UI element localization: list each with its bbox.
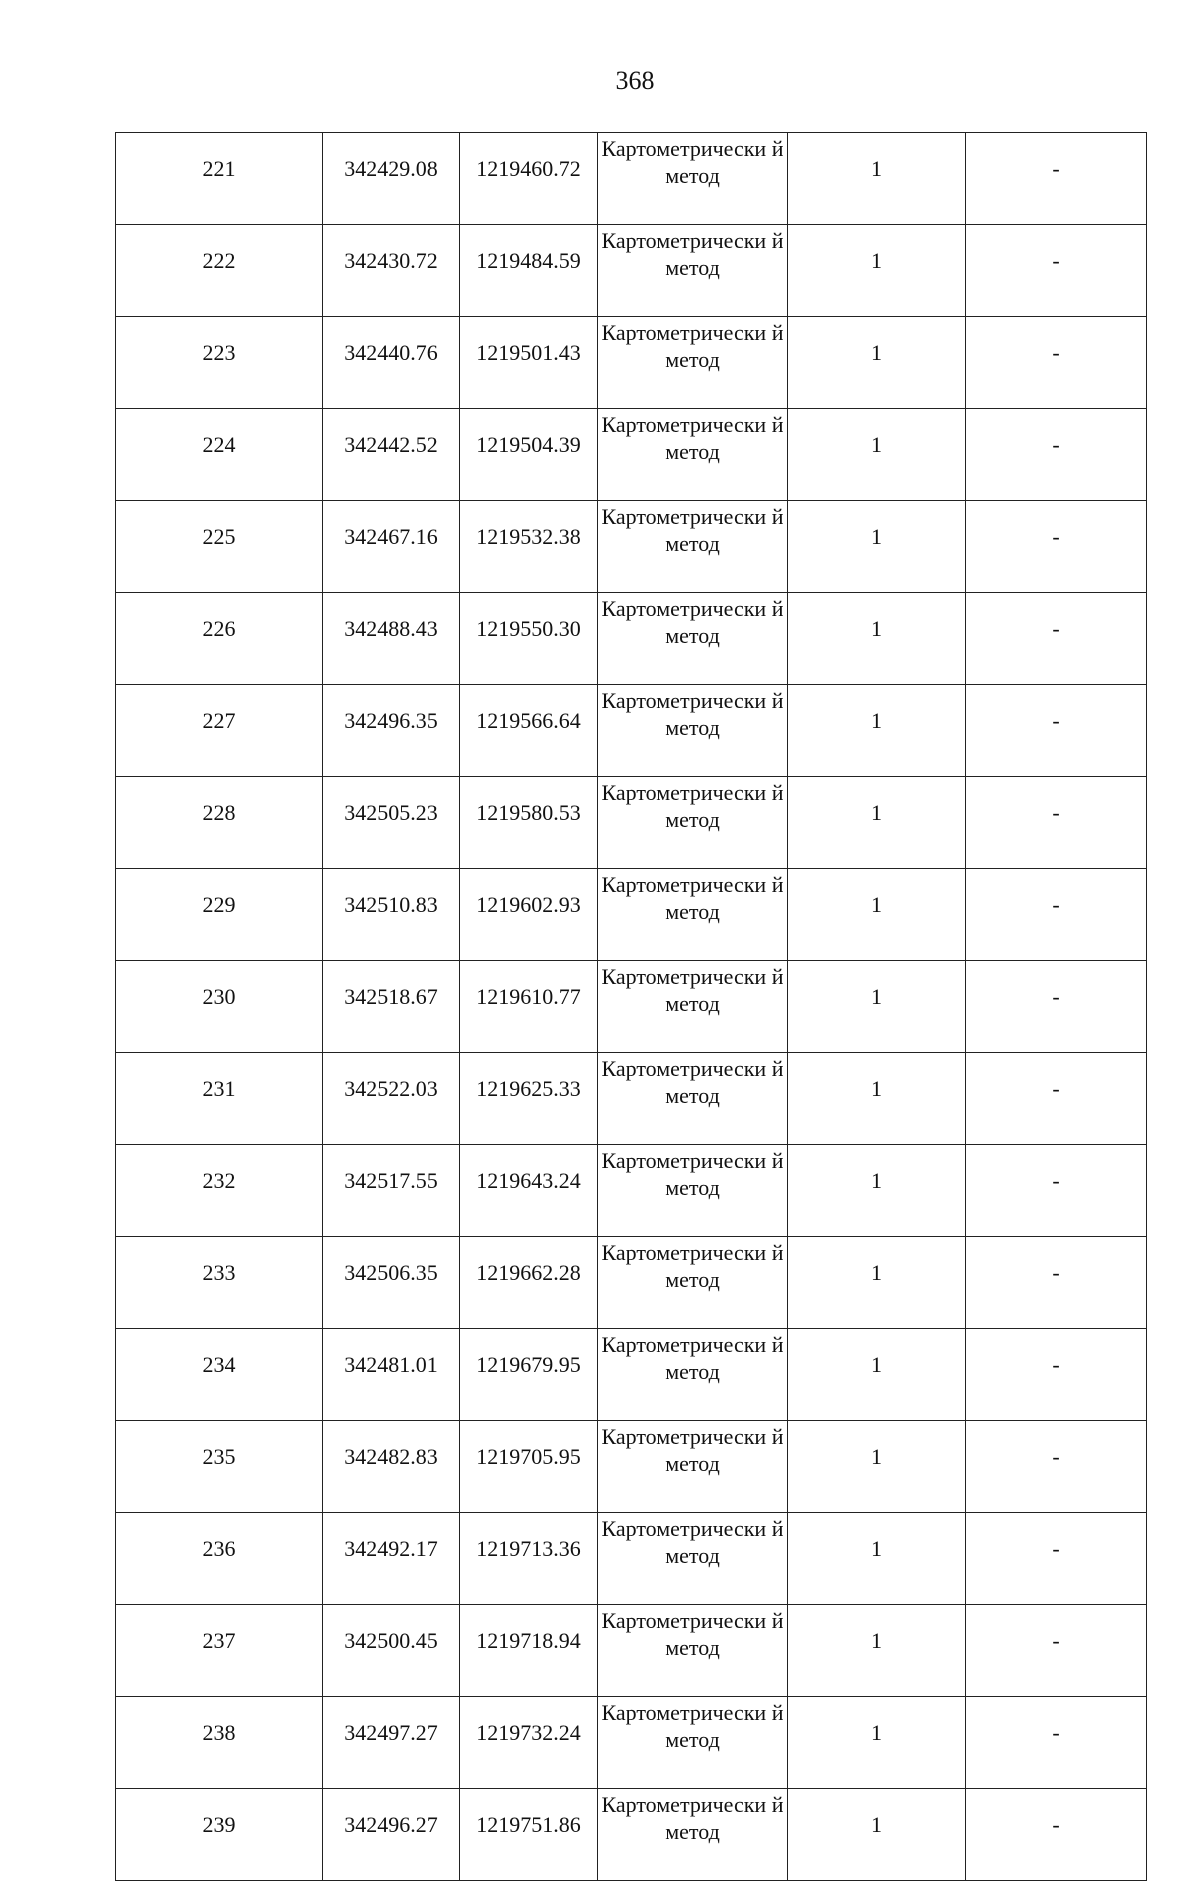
point-id-cell: 222: [116, 225, 323, 317]
method-cell: Картометрически й метод: [598, 1513, 788, 1605]
table-row: [116, 1329, 1147, 1421]
table-row: [116, 133, 1147, 225]
note-cell: -: [966, 409, 1147, 501]
x-coordinate-cell: 342496.35: [323, 685, 460, 777]
y-coordinate-cell: 1219625.33: [460, 1053, 598, 1145]
point-id-cell: 235: [116, 1421, 323, 1513]
point-id-cell: 233: [116, 1237, 323, 1329]
y-coordinate-cell: 1219484.59: [460, 225, 598, 317]
point-id-cell: 239: [116, 1789, 323, 1881]
x-coordinate-cell: 342510.83: [323, 869, 460, 961]
note-cell: -: [966, 133, 1147, 225]
method-cell: Картометрически й метод: [598, 317, 788, 409]
method-cell: Картометрически й метод: [598, 593, 788, 685]
y-coordinate-cell: 1219751.86: [460, 1789, 598, 1881]
accuracy-cell: 1: [788, 409, 966, 501]
table-row: [116, 1145, 1147, 1237]
y-coordinate-cell: 1219504.39: [460, 409, 598, 501]
y-coordinate-cell: 1219566.64: [460, 685, 598, 777]
x-coordinate-cell: 342492.17: [323, 1513, 460, 1605]
point-id-cell: 237: [116, 1605, 323, 1697]
point-id-cell: 231: [116, 1053, 323, 1145]
y-coordinate-cell: 1219580.53: [460, 777, 598, 869]
x-coordinate-cell: 342506.35: [323, 1237, 460, 1329]
accuracy-cell: 1: [788, 1237, 966, 1329]
x-coordinate-cell: 342517.55: [323, 1145, 460, 1237]
note-cell: -: [966, 1697, 1147, 1789]
method-cell: Картометрически й метод: [598, 685, 788, 777]
x-coordinate-cell: 342505.23: [323, 777, 460, 869]
coordinates-table-body: [116, 133, 1147, 1881]
accuracy-cell: 1: [788, 1145, 966, 1237]
accuracy-cell: 1: [788, 501, 966, 593]
method-cell: Картометрически й метод: [598, 133, 788, 225]
note-cell: -: [966, 869, 1147, 961]
accuracy-cell: 1: [788, 317, 966, 409]
x-coordinate-cell: 342497.27: [323, 1697, 460, 1789]
method-cell: Картометрически й метод: [598, 409, 788, 501]
x-coordinate-cell: 342430.72: [323, 225, 460, 317]
accuracy-cell: 1: [788, 1421, 966, 1513]
table-row: [116, 869, 1147, 961]
page-number: 368: [615, 66, 655, 95]
note-cell: -: [966, 225, 1147, 317]
note-cell: -: [966, 501, 1147, 593]
table-row: [116, 777, 1147, 869]
y-coordinate-cell: 1219643.24: [460, 1145, 598, 1237]
accuracy-cell: 1: [788, 1053, 966, 1145]
point-id-cell: 224: [116, 409, 323, 501]
y-coordinate-cell: 1219679.95: [460, 1329, 598, 1421]
point-id-cell: 238: [116, 1697, 323, 1789]
point-id-cell: 229: [116, 869, 323, 961]
accuracy-cell: 1: [788, 685, 966, 777]
table-row: [116, 685, 1147, 777]
y-coordinate-cell: 1219718.94: [460, 1605, 598, 1697]
y-coordinate-cell: 1219532.38: [460, 501, 598, 593]
table-row: [116, 501, 1147, 593]
accuracy-cell: 1: [788, 1513, 966, 1605]
note-cell: -: [966, 593, 1147, 685]
method-cell: Картометрически й метод: [598, 961, 788, 1053]
note-cell: -: [966, 1329, 1147, 1421]
accuracy-cell: 1: [788, 1697, 966, 1789]
method-cell: Картометрически й метод: [598, 1145, 788, 1237]
x-coordinate-cell: 342522.03: [323, 1053, 460, 1145]
note-cell: -: [966, 961, 1147, 1053]
x-coordinate-cell: 342482.83: [323, 1421, 460, 1513]
y-coordinate-cell: 1219602.93: [460, 869, 598, 961]
note-cell: -: [966, 1789, 1147, 1881]
accuracy-cell: 1: [788, 1605, 966, 1697]
table-row: [116, 1513, 1147, 1605]
table-row: [116, 1237, 1147, 1329]
accuracy-cell: 1: [788, 1329, 966, 1421]
point-id-cell: 228: [116, 777, 323, 869]
table-row: [116, 593, 1147, 685]
table-row: [116, 409, 1147, 501]
table-row: [116, 317, 1147, 409]
note-cell: -: [966, 777, 1147, 869]
accuracy-cell: 1: [788, 133, 966, 225]
note-cell: -: [966, 1145, 1147, 1237]
table-row: [116, 1053, 1147, 1145]
accuracy-cell: 1: [788, 593, 966, 685]
note-cell: -: [966, 1237, 1147, 1329]
method-cell: Картометрически й метод: [598, 1605, 788, 1697]
table-row: [116, 1789, 1147, 1881]
note-cell: -: [966, 1053, 1147, 1145]
x-coordinate-cell: 342500.45: [323, 1605, 460, 1697]
note-cell: -: [966, 1605, 1147, 1697]
point-id-cell: 232: [116, 1145, 323, 1237]
y-coordinate-cell: 1219501.43: [460, 317, 598, 409]
accuracy-cell: 1: [788, 1789, 966, 1881]
point-id-cell: 226: [116, 593, 323, 685]
method-cell: Картометрически й метод: [598, 1421, 788, 1513]
y-coordinate-cell: 1219705.95: [460, 1421, 598, 1513]
method-cell: Картометрически й метод: [598, 501, 788, 593]
point-id-cell: 236: [116, 1513, 323, 1605]
point-id-cell: 221: [116, 133, 323, 225]
note-cell: -: [966, 317, 1147, 409]
method-cell: Картометрически й метод: [598, 1789, 788, 1881]
table-row: [116, 961, 1147, 1053]
method-cell: Картометрически й метод: [598, 869, 788, 961]
note-cell: -: [966, 685, 1147, 777]
method-cell: Картометрически й метод: [598, 1053, 788, 1145]
x-coordinate-cell: 342440.76: [323, 317, 460, 409]
x-coordinate-cell: 342429.08: [323, 133, 460, 225]
method-cell: Картометрически й метод: [598, 1329, 788, 1421]
coordinates-table: [115, 132, 1147, 1881]
accuracy-cell: 1: [788, 961, 966, 1053]
y-coordinate-cell: 1219610.77: [460, 961, 598, 1053]
method-cell: Картометрически й метод: [598, 1237, 788, 1329]
point-id-cell: 223: [116, 317, 323, 409]
point-id-cell: 225: [116, 501, 323, 593]
point-id-cell: 234: [116, 1329, 323, 1421]
x-coordinate-cell: 342481.01: [323, 1329, 460, 1421]
x-coordinate-cell: 342496.27: [323, 1789, 460, 1881]
table-row: [116, 1605, 1147, 1697]
x-coordinate-cell: 342467.16: [323, 501, 460, 593]
x-coordinate-cell: 342488.43: [323, 593, 460, 685]
method-cell: Картометрически й метод: [598, 225, 788, 317]
y-coordinate-cell: 1219662.28: [460, 1237, 598, 1329]
y-coordinate-cell: 1219550.30: [460, 593, 598, 685]
point-id-cell: 230: [116, 961, 323, 1053]
table-row: [116, 225, 1147, 317]
accuracy-cell: 1: [788, 225, 966, 317]
y-coordinate-cell: 1219732.24: [460, 1697, 598, 1789]
x-coordinate-cell: 342442.52: [323, 409, 460, 501]
accuracy-cell: 1: [788, 869, 966, 961]
table-row: [116, 1697, 1147, 1789]
x-coordinate-cell: 342518.67: [323, 961, 460, 1053]
note-cell: -: [966, 1513, 1147, 1605]
accuracy-cell: 1: [788, 777, 966, 869]
method-cell: Картометрически й метод: [598, 1697, 788, 1789]
method-cell: Картометрически й метод: [598, 777, 788, 869]
y-coordinate-cell: 1219460.72: [460, 133, 598, 225]
table-row: [116, 1421, 1147, 1513]
note-cell: -: [966, 1421, 1147, 1513]
point-id-cell: 227: [116, 685, 323, 777]
y-coordinate-cell: 1219713.36: [460, 1513, 598, 1605]
